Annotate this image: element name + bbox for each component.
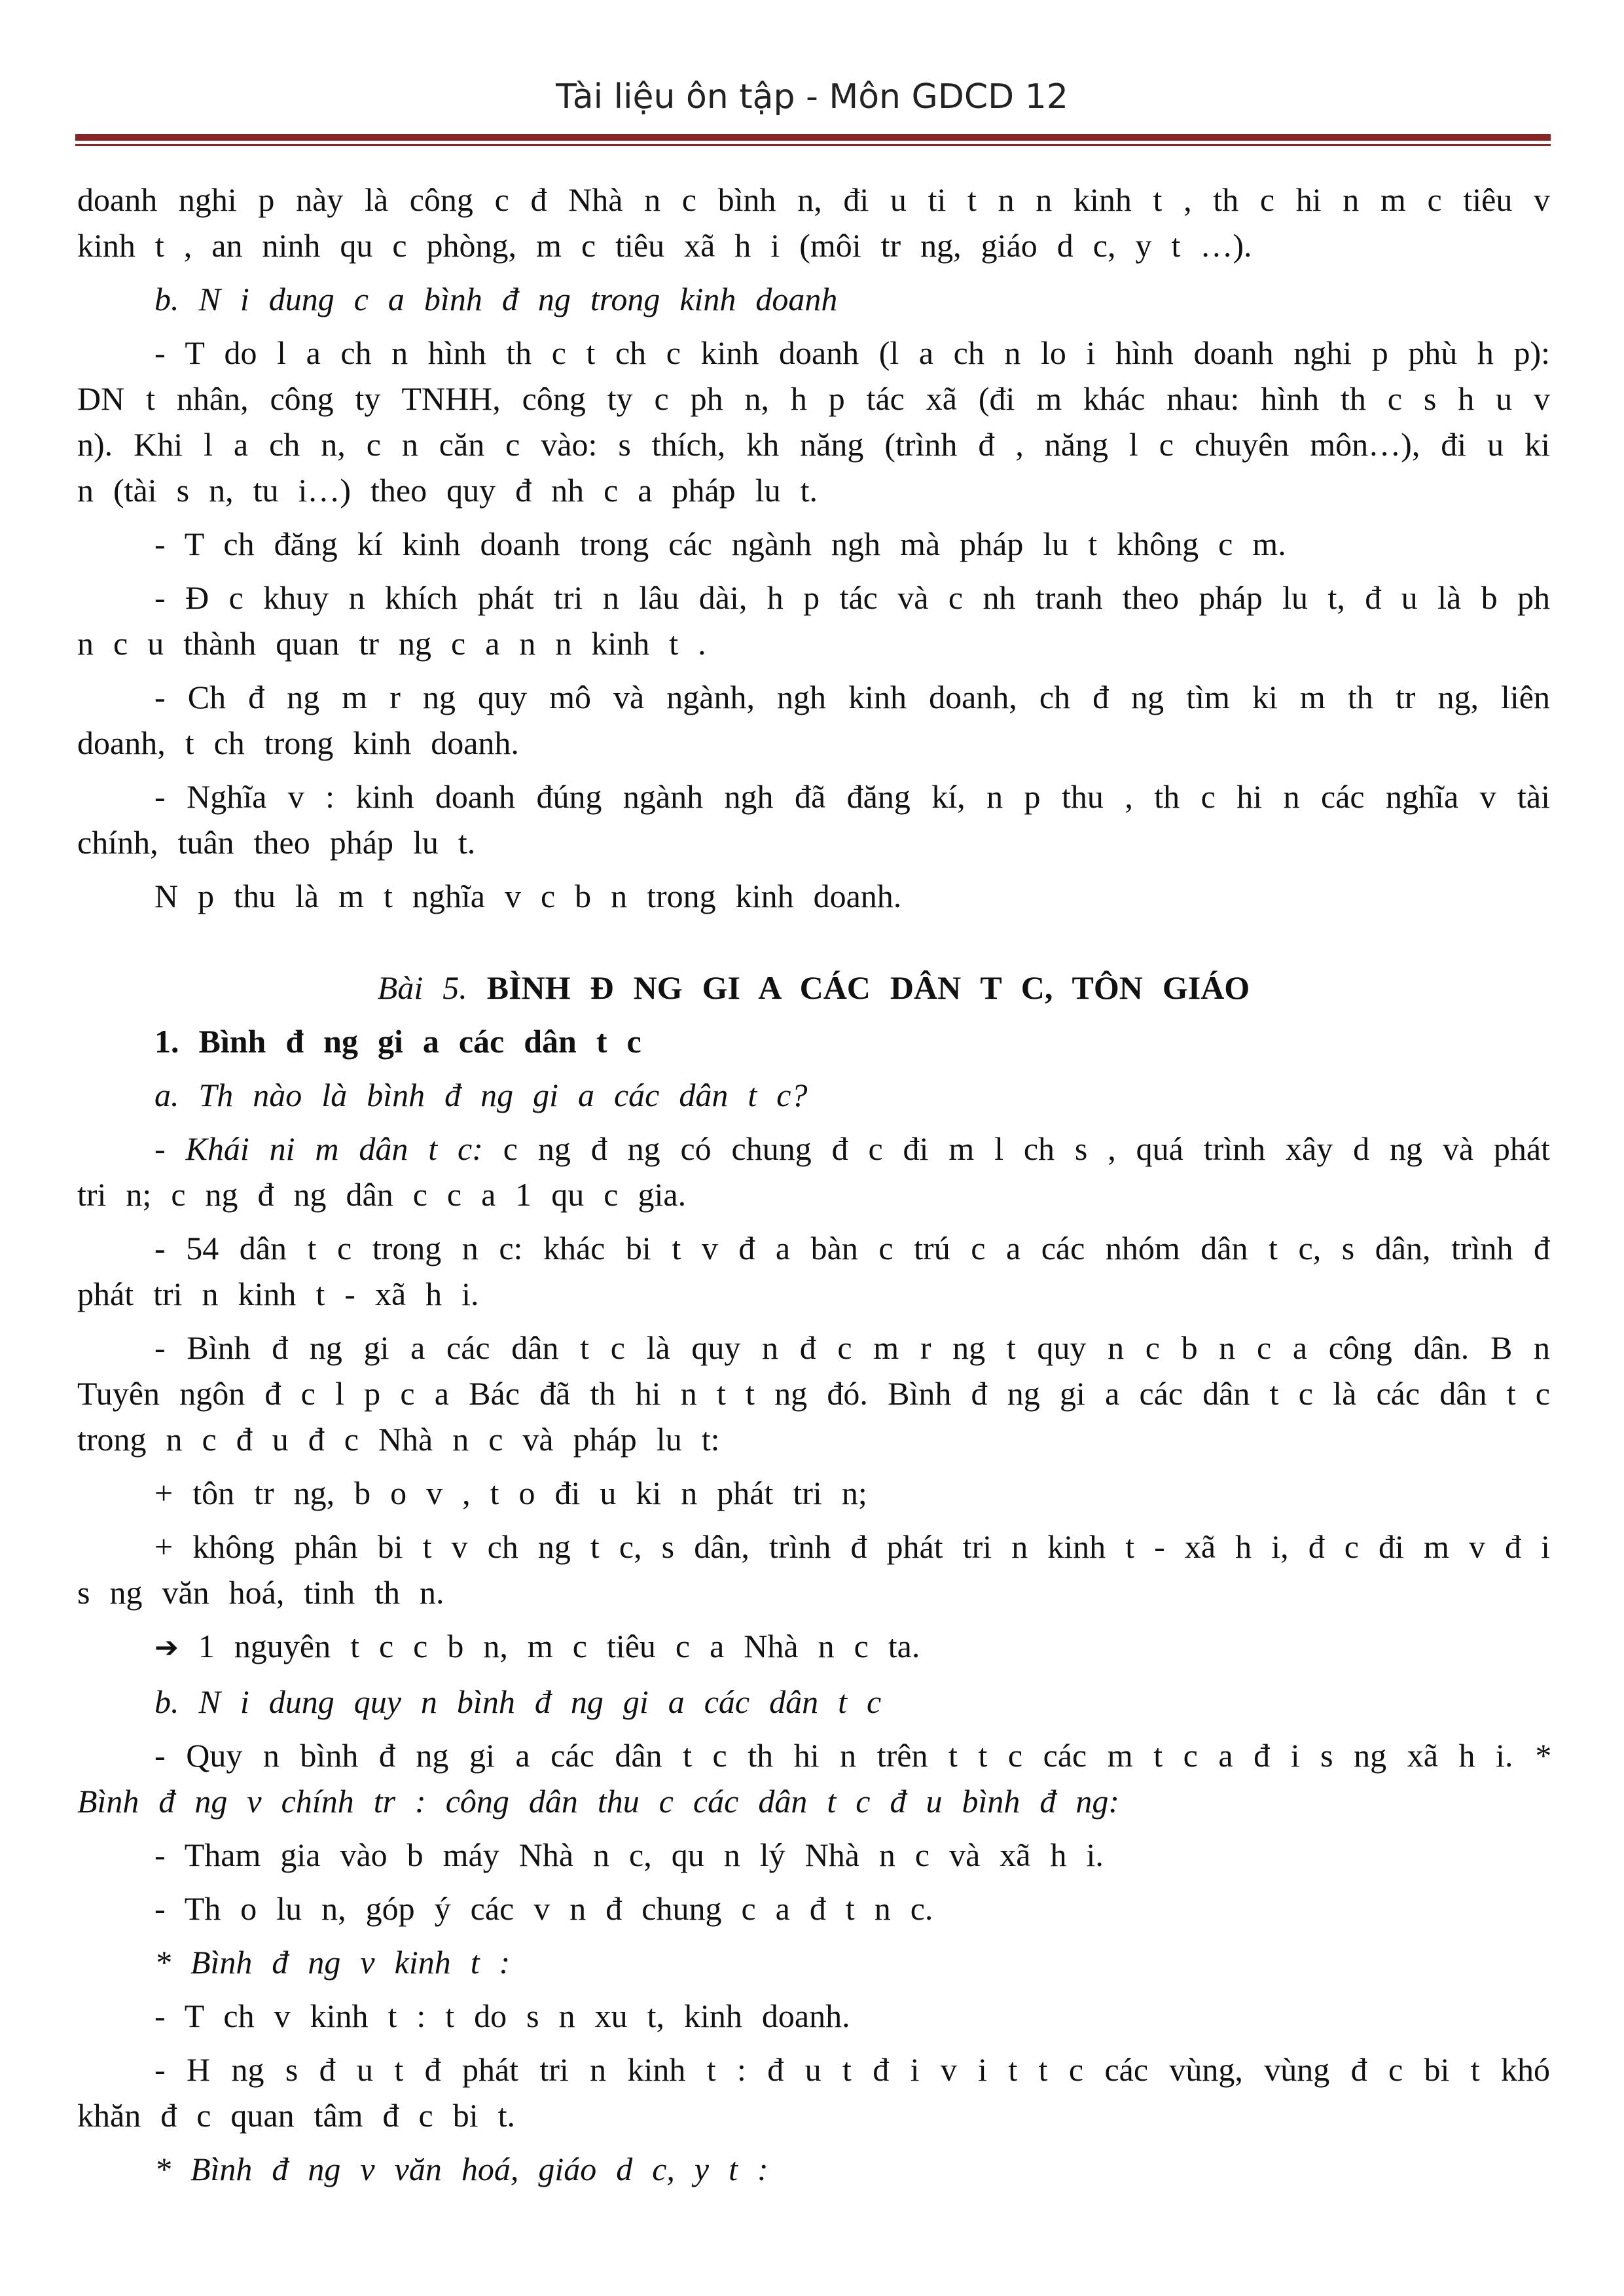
list-item: + tôn tr ng, b o v , t o đi u ki n phát tri n; — [154, 1475, 867, 1511]
lesson-prefix: Bài 5. — [377, 969, 467, 1006]
header-rule-thin — [75, 144, 1551, 146]
paragraph: - Tham gia vào b máy Nhà n c, qu n lý Nhà n c và xã h i. — [154, 1837, 1104, 1873]
paragraph: - H ng s đ u t đ phát tri n kinh t : đ u t đ i v i t t c các vùng, vùng đ c bi t khó khăn đ c quan tâm đ c bi t. — [77, 2051, 1550, 2134]
paragraph: - Nghĩa v : kinh doanh đúng ngành ngh đã đăng kí, n p thu , th c hi n các nghĩa v tài chính, tuân theo pháp lu t. — [77, 778, 1550, 861]
paragraph — [77, 1623, 1550, 1671]
arrow-right-icon: ➔ — [154, 1631, 179, 1664]
paragraph: - T ch đăng kí kinh doanh trong các ngành ngh mà pháp lu t không c m. — [154, 526, 1286, 562]
document-body — [77, 177, 1550, 2200]
paragraph: - Ch đ ng m r ng quy mô và ngành, ngh kinh doanh, ch đ ng tìm ki m th tr ng, liên doanh, t ch trong kinh doanh. — [77, 679, 1550, 761]
paragraph — [77, 1126, 1550, 1217]
paragraph: N p thu là m t nghĩa v c b n trong kinh doanh. — [154, 878, 902, 914]
subheading-business-equality-content: b. N i dung c a bình đ ng trong kinh doanh — [154, 281, 838, 317]
paragraph: - Đ c khuy n khích phát tri n lâu dài, h p tác và c nh tranh theo pháp lu t, đ u là b ph n c u thành quan tr ng c a n n kinh t . — [77, 579, 1550, 662]
lesson-title-text: BÌNH Đ NG GI A CÁC DÂN T C, TÔN GIÁO — [486, 969, 1250, 1006]
subheading-ethnic-equality-content: b. N i dung quy n bình đ ng gi a các dân t c — [154, 1683, 882, 1720]
paragraph — [77, 1732, 1550, 1824]
political-equality-heading: * Bình đ ng v chính tr : công dân thu c các dân t c đ u bình đ ng: — [77, 1737, 1550, 1820]
paragraph: - 54 dân t c trong n c: khác bi t v đ a bàn c trú c a các nhóm dân t c, s dân, trình đ phát tri n kinh t - xã h i. — [77, 1230, 1550, 1312]
paragraph: - T do l a ch n hình th c t ch c kinh doanh (l a ch n lo i hình doanh nghi p phù h p): DN t nhân, công ty TNHH, công ty c ph n, h p tác xã (đi m khác nhau: hình th c s h u v n). Khi l a ch n, c n căn c vào: s thích, kh năng (trình đ , năng l c chuyên môn…), đi u ki n (tài s n, tu i…) theo quy đ nh c a pháp lu t. — [77, 334, 1550, 509]
paragraph: - Bình đ ng gi a các dân t c là quy n đ c m r ng t quy n c b n c a công dân. B n Tuyên ngôn đ c l p c a Bác đã th hi n t t ng đó. Bình đ ng gi a các dân t c là các dân t c trong n c đ u đ c Nhà n c và pháp lu t: — [77, 1329, 1550, 1458]
list-item: + không phân bi t v ch ng t c, s dân, trình đ phát tri n kinh t - xã h i, đ c đi m v đ i s ng văn hoá, tinh th n. — [77, 1528, 1550, 1611]
paragraph: doanh nghi p này là công c đ Nhà n c bình n, đi u ti t n n kinh t , th c hi n m c tiêu v kinh t , an ninh qu c phòng, m c tiêu xã h i (môi tr ng, giáo d c, y t …). — [77, 181, 1550, 264]
paragraph: - Th o lu n, góp ý các v n đ chung c a đ t n c. — [154, 1890, 933, 1927]
term-definition: c ng đ ng có chung đ c đi m l ch s , quá trình xây d ng và phát tri n; c ng đ ng dân c c a 1 qu c gia. — [77, 1130, 1550, 1213]
header-rule-thick — [75, 134, 1551, 141]
economic-equality-heading: * Bình đ ng v kinh t : — [154, 1944, 511, 1981]
lesson-title — [77, 965, 1550, 1011]
paragraph: - T ch v kinh t : t do s n xu t, kinh doanh. — [154, 1998, 850, 2034]
conclusion-text: 1 nguyên t c c b n, m c tiêu c a Nhà n c ta. — [178, 1628, 920, 1664]
page-header-title: Tài liệu ôn tập - Môn GDCD 12 — [556, 77, 1068, 117]
subheading-what-is-ethnic-equality: a. Th nào là bình đ ng gi a các dân t c? — [154, 1077, 808, 1113]
culture-education-health-equality-heading: * Bình đ ng v văn hoá, giáo d c, y t : — [154, 2151, 768, 2187]
section-heading-ethnic-equality: 1. Bình đ ng gi a các dân t c — [154, 1023, 641, 1060]
paragraph-text: - Quy n bình đ ng gi a các dân t c th hi n trên t t c các m t c a đ i s ng xã h i. — [154, 1737, 1534, 1774]
term-label: - Khái ni m dân t c: — [154, 1130, 483, 1167]
